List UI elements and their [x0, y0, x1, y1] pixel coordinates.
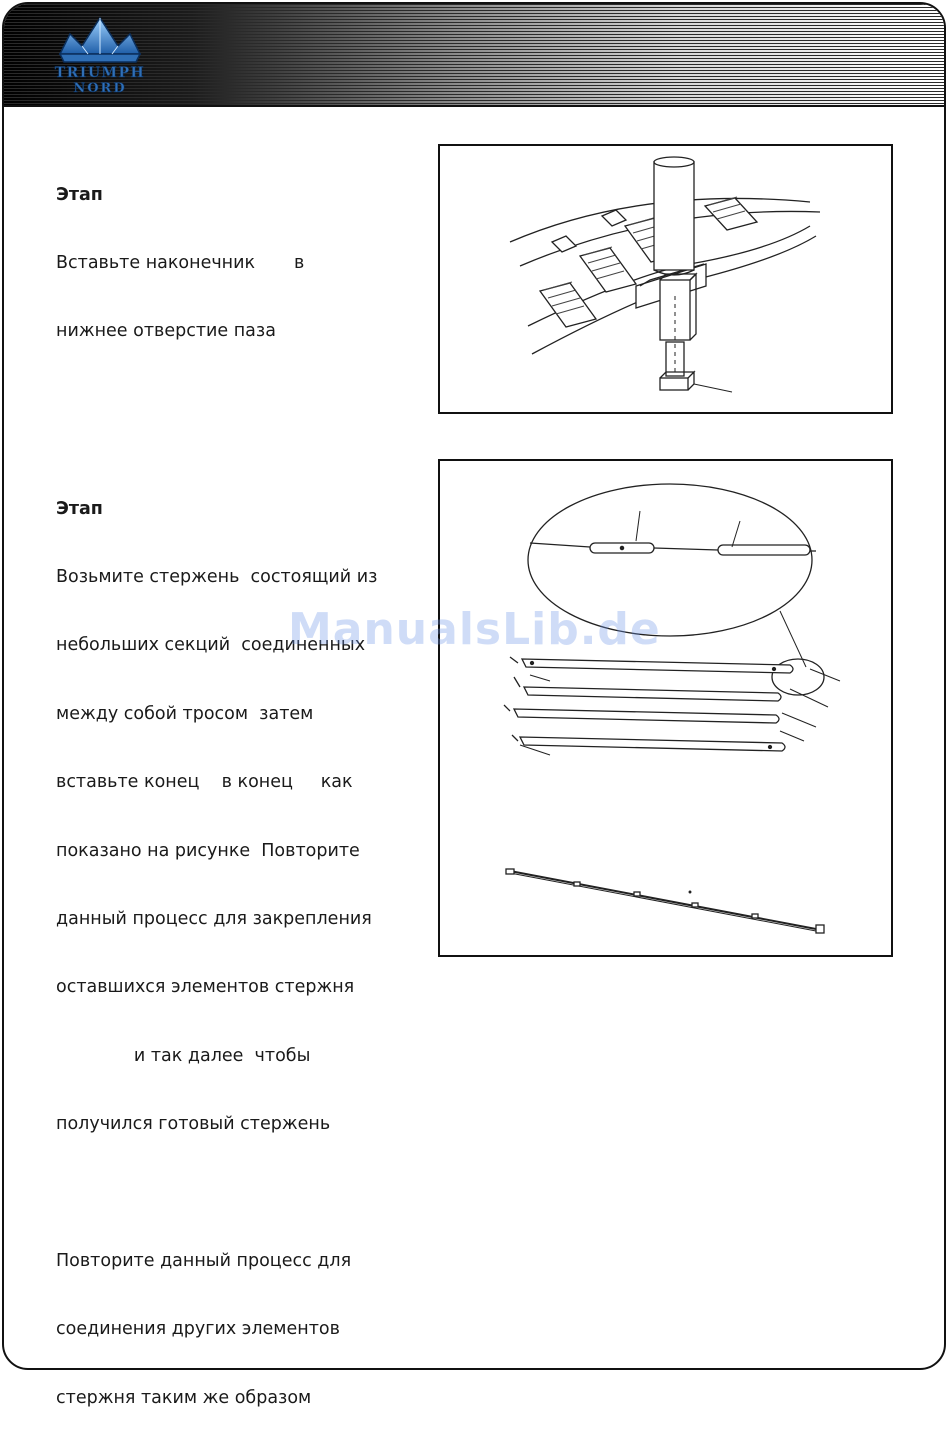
step2-line-8: и так далее чтобы — [56, 1045, 311, 1066]
step2-line-5: показано на рисунке Повторите — [56, 840, 360, 861]
step2-line-3: между собой тросом затем — [56, 703, 314, 724]
step2-line-4: вставьте конец в конец как — [56, 772, 353, 793]
step1-figure — [438, 144, 893, 414]
brand-line2: NORD — [73, 81, 127, 96]
step2-line-2: небольших секций соединенных — [56, 635, 366, 656]
step2-line-9: получился готовый стержень — [56, 1114, 331, 1135]
step2-line-6: данный процесс для закрепления — [56, 908, 372, 929]
step2-extra-line-2: соединения других элементов — [56, 1319, 340, 1340]
step1-line-2: нижнее отверстие паза — [56, 321, 276, 342]
watermark: ManualsLib.de — [288, 604, 661, 655]
header-band — [4, 4, 944, 107]
step1-line-1: Вставьте наконечник в — [56, 252, 305, 273]
step2-line-7: оставшихся элементов стержня — [56, 977, 355, 998]
brand-line1: TRIUMPH — [54, 65, 146, 81]
crown-icon — [60, 18, 140, 62]
step1-text — [56, 138, 304, 366]
step2-line-1: Возьмите стержень состоящий из — [56, 566, 378, 587]
pole-assembly-illustration — [440, 461, 891, 955]
step2-title: Этап — [56, 498, 103, 519]
step2-extra-line-1: Повторите данный процесс для — [56, 1250, 352, 1271]
triumph-nord-logo — [30, 14, 170, 96]
step2-text — [56, 452, 377, 1432]
step2-figure — [438, 459, 893, 957]
step1-title: Этап — [56, 184, 103, 205]
leg-end-cap-illustration — [440, 146, 891, 412]
step2-extra-line-3: стержня таким же образом — [56, 1387, 312, 1408]
